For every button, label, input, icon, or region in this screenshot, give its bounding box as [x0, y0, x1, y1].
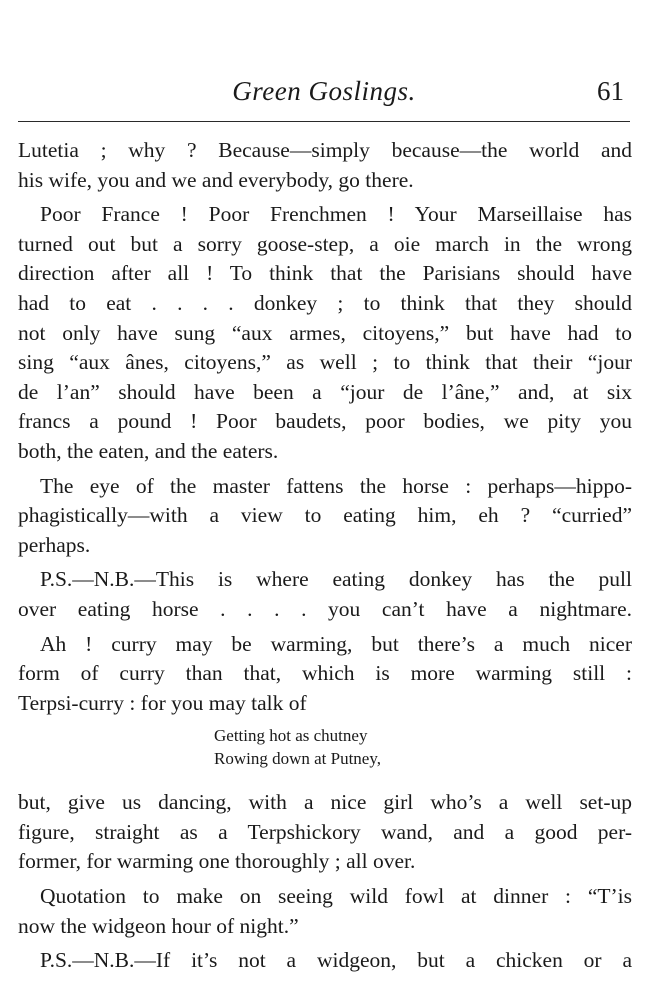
- text-line: now the widgeon hour of night.”: [18, 913, 299, 938]
- verse-line: Getting hot as chutney: [214, 726, 368, 746]
- text-line: but, give us dancing, with a nice girl who’s a well set-up: [18, 790, 632, 815]
- running-header: [18, 74, 630, 114]
- running-title: Green Goslings.: [232, 76, 416, 106]
- text-line: sing “aux ânes, citoyens,” as well ; to think that their “jour: [18, 350, 632, 375]
- text-line: phagistically—with a view to eating him, eh ? “curried”: [18, 503, 632, 528]
- text-line: not only have sung “aux armes, citoyens,” but have had to: [18, 320, 632, 345]
- page-number: 61: [597, 76, 624, 106]
- text-line: both, the eaten, and the eaters.: [18, 438, 279, 463]
- text-line: perhaps.: [18, 532, 91, 557]
- text-line: P.S.—N.B.—This is where eating donkey has the pull: [40, 567, 632, 592]
- text-line: figure, straight as a Terpshickory wand, and a good per-: [18, 819, 632, 844]
- text-line: Lutetia ; why ? Because—simply because—the world and: [18, 138, 632, 162]
- text-line: Poor France ! Poor Frenchmen ! Your Marseillaise has: [40, 202, 632, 227]
- text-line: Quotation to make on seeing wild fowl at dinner : “T’is: [40, 884, 632, 909]
- body-text: [18, 136, 632, 976]
- text-line: form of curry than that, which is more warming still :: [18, 661, 632, 686]
- header-rule: [18, 121, 630, 122]
- text-line: direction after all ! To think that the Parisians should have: [18, 261, 632, 286]
- text-line: his wife, you and we and everybody, go there.: [18, 167, 414, 192]
- text-line: de l’an” should have been a “jour de l’âne,” and, at six: [18, 379, 632, 404]
- text-line: had to eat . . . . donkey ; to think that they should: [18, 290, 632, 315]
- text-line: P.S.—N.B.—If it’s not a widgeon, but a chicken or a: [40, 948, 632, 973]
- text-line: over eating horse . . . . you can’t have a nightmare.: [18, 596, 632, 621]
- text-line: Terpsi-curry : for you may talk of: [18, 690, 307, 715]
- text-line: The eye of the master fattens the horse : perhaps—hippo-: [40, 473, 632, 498]
- verse-line: Rowing down at Putney,: [214, 749, 382, 769]
- text-line: Ah ! curry may be warming, but there’s a much nicer: [40, 631, 632, 656]
- text-line: former, for warming one thoroughly ; all over.: [18, 849, 416, 874]
- text-line: francs a pound ! Poor baudets, poor bodies, we pity you: [18, 409, 632, 434]
- text-line: turned out but a sorry goose-step, a oie march in the wrong: [18, 231, 632, 256]
